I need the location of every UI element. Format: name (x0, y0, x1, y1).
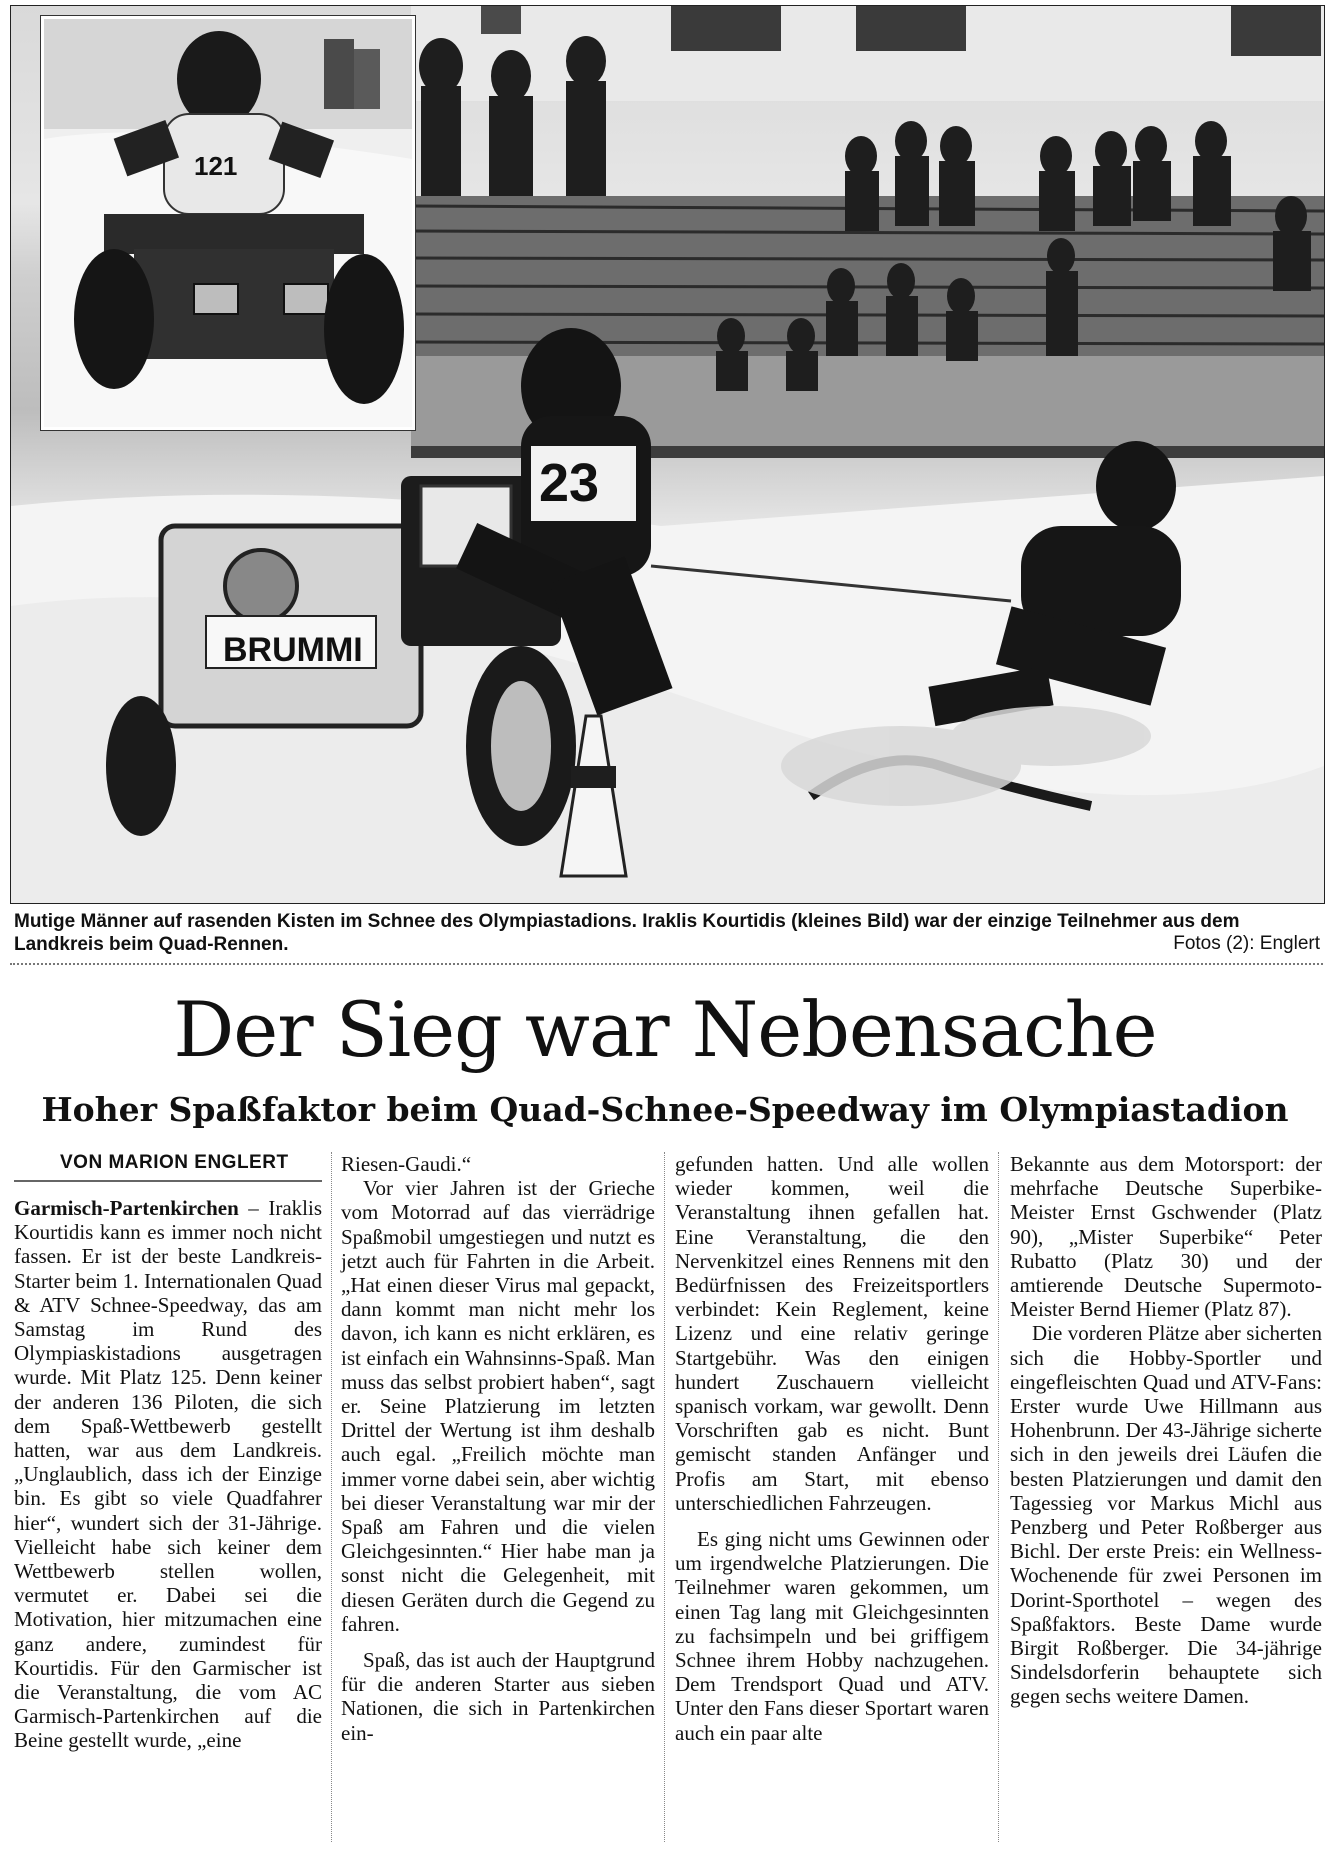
column-1-paragraph-1: – Iraklis Kourtidis kann es immer noch nicht fassen. Er ist der beste Landkreis-Starter beim 1. Internationalen Quad & ATV Schnee-Speedway, das am Samstag im Rund des Olympiaskistadions ausgetragen wurde. Mit Platz 125. Denn keiner der anderen 136 Piloten, die sich dem Spaß-Wettbewerb gestellt hatten, war aus dem Landkreis. „Unglaublich, dass ich der Einzige bin. Es gibt so viele Quadfahrer hier“, wundert sich der 31-Jährige. Vielleicht habe sich keiner dem Wettbewerb stellen wollen, vermutet er. Dabei sei die Motivation, hier mitzumachen eine ganz andere, zumindest für Kourtidis. Für den Garmischer ist die Veranstaltung, die vom AC Garmisch-Partenkirchen auf die Beine gestellt wurde, „eine (14, 1196, 322, 1753)
column-3-paragraph-1: gefunden hatten. Und alle wollen wieder kommen, weil die Veranstaltung ihnen gefallen hat. Eine Veranstaltung, die den Nervenkitzel eines Rennens mit den Bedürfnissen des Freizeitsportlers verbindet: Kein Reglement, keine Lizenz und eine relativ geringe Startgebühr. Was den einigen hundert Zuschauern vielleicht spanisch vorkam, war gewollt. Denn Vorschriften gab es nicht. Bunt gemischt standen Anfänger und Profis am Start, mit ebenso unterschiedlichen Fahrzeugen. (675, 1152, 989, 1515)
column-divider-1 (331, 1152, 332, 1842)
article-column-1 (14, 1196, 322, 1753)
byline: VON MARION ENGLERT (60, 1152, 289, 1173)
article-column-2 (341, 1152, 655, 1745)
caption-divider (10, 963, 1323, 965)
article-column-4 (1010, 1152, 1322, 1709)
column-3-paragraph-2: Es ging nicht ums Gewinnen oder um irgendwelche Platzierungen. Die Teilnehmer waren gekommen, um einen Tag lang mit Gleichgesinnten zu fachsimpeln und bei griffigem Schnee ihrem Hobby nachzugehen. Dem Trendsport Quad und ATV. Unter den Fans dieser Sportart waren auch ein paar alte (675, 1527, 989, 1745)
byline-rule (14, 1180, 322, 1182)
dateline: Garmisch-Partenkirchen (14, 1196, 239, 1220)
subheadline: Hoher Spaßfaktor beim Quad-Schnee-Speedway im Olympiastadion (41, 1090, 1289, 1129)
column-2-paragraph-1: Riesen-Gaudi.“ (341, 1152, 472, 1176)
photo-credit: Fotos (2): Englert (1173, 933, 1320, 954)
column-divider-2 (664, 1152, 665, 1842)
photo-caption: Mutige Männer auf rasenden Kisten im Schnee des Olympiastadions. Iraklis Kourtidis (kleines Bild) war der einzige Teilnehmer aus dem Landkreis beim Quad-Rennen. (14, 911, 1240, 955)
main-rider-bib-number: 23 (539, 453, 600, 513)
main-photo (10, 5, 1325, 904)
column-4-paragraph-2: Die vorderen Plätze aber sicherten sich die Hobby-Sportler und eingefleischten Quad und ATV-Fans: Erster wurde Uwe Hillmann aus Hohenbrunn. Der 43-Jährige sicherte sich in den jeweils drei Läufen die besten Platzierungen und damit den Tagessieg vor Markus Michl aus Penzberg und Peter Roßberger aus Bichl. Der erste Preis: ein Wellness-Wochenende für zwei Personen im Dorint-Sporthotel – wegen des Spaßfaktors. Beste Dame wurde Birgit Roßberger. Die 34-jährige Sindelsdorferin behauptete sich gegen sechs weitere Damen. (1010, 1321, 1322, 1709)
article-column-3 (675, 1152, 989, 1745)
quad-rider-illustration (44, 19, 412, 427)
column-4-paragraph-1: Bekannte aus dem Motorsport: der mehrfache Deutsche Superbike-Meister Ernst Gschwender (Platz 90), „Mister Superbike“ Peter Rubatto (Platz 30) und der amtierende Deutsche Supermoto-Meister Bernd Hiemer (Platz 87). (1010, 1152, 1322, 1322)
column-2-paragraph-3: Spaß, das ist auch der Hauptgrund für die anderen Starter aus sieben Nationen, die sich in Partenkirchen ein- (341, 1648, 655, 1745)
headline: Der Sieg war Nebensache (173, 985, 1157, 1074)
sidecar-label: BRUMMI (223, 631, 363, 669)
inset-photo (41, 16, 415, 430)
column-2-paragraph-2: Vor vier Jahren ist der Grieche vom Motorrad auf das vierrädrige Spaßmobil umgestiegen und nutzt es jetzt auch für Fahrten in die Arbeit. „Hat einen dieser Virus mal gepackt, dann kommt man nicht mehr los davon, ich kann es nicht erklären, es ist einfach ein Wahnsinns-Spaß. Man muss das selbst probiert haben“, sagt er. Seine Platzierung im letzten Drittel der Wertung ist ihm deshalb auch egal. „Freilich möchte man immer vorne dabei sein, aber wichtig bei dieser Veranstaltung war mir der Spaß am Fahren und die vielen Gleichgesinnten.“ Hier habe man ja sonst nicht die Gelegenheit, mit diesen Geräten durch die Gegend zu fahren. (341, 1176, 655, 1636)
column-divider-3 (998, 1152, 999, 1842)
inset-rider-bib-number: 121 (194, 151, 238, 181)
